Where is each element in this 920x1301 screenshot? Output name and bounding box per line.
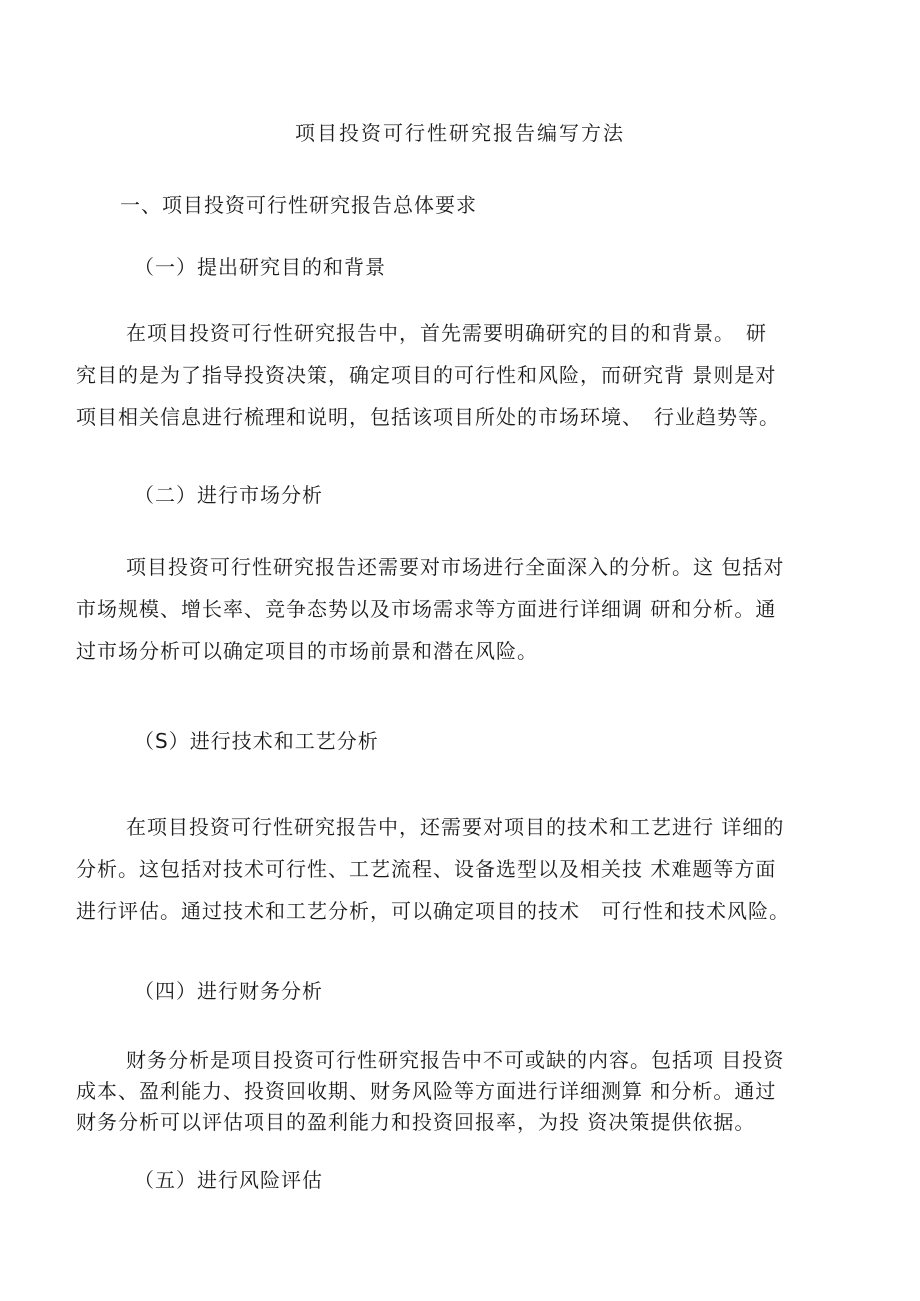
paragraph-line: 成本、盈利能力、投资回收期、财务风险等方面进行详细测算 和分析。通过 bbox=[76, 1079, 777, 1103]
paragraph-line: 分析。这包括对技术可行性、工艺流程、设备选型以及相关技 术难题等方面 bbox=[76, 857, 777, 881]
paragraph-line: 项目投资可行性研究报告还需要对市场进行全面深入的分析。这 包括对 bbox=[126, 555, 785, 579]
paragraph-line: 财务分析可以评估项目的盈利能力和投资回报率，为投 资决策提供依据。 bbox=[76, 1110, 756, 1134]
subsection-heading-4: （四）进行财务分析 bbox=[134, 979, 323, 1003]
subsection-heading-2: （二）进行市场分析 bbox=[134, 483, 323, 507]
subsection-heading-3: （S）进行技术和工艺分析 bbox=[134, 729, 379, 753]
document-title: 项目投资可行性研究报告编写方法 bbox=[295, 121, 625, 145]
paragraph-line: 过市场分析可以确定项目的市场前景和潜在风险。 bbox=[76, 639, 538, 663]
paragraph-4 bbox=[76, 1045, 846, 1138]
section-heading-1: 一、项目投资可行性研究报告总体要求 bbox=[120, 193, 477, 217]
paragraph-line: 财务分析是项目投资可行性研究报告中不可或缺的内容。包括项 目投资 bbox=[126, 1048, 785, 1072]
paragraph-line: 在项目投资可行性研究报告中，首先需要明确研究的目的和背景。 研 bbox=[126, 321, 767, 345]
paragraph-3 bbox=[76, 806, 846, 932]
paragraph-2 bbox=[76, 546, 846, 672]
paragraph-line: 进行评估。通过技术和工艺分析，可以确定项目的技术 可行性和技术风险。 bbox=[76, 899, 790, 923]
paragraph-1 bbox=[76, 312, 846, 438]
paragraph-line: 市场规模、增长率、竞争态势以及市场需求等方面进行详细调 研和分析。通 bbox=[76, 597, 777, 621]
paragraph-line: 项目相关信息进行梳理和说明，包括该项目所处的市场环境、 行业趋势等。 bbox=[76, 405, 780, 429]
paragraph-line: 在项目投资可行性研究报告中，还需要对项目的技术和工艺进行 详细的 bbox=[126, 815, 785, 839]
subsection-heading-1: （一）提出研究目的和背景 bbox=[134, 255, 386, 279]
paragraph-line: 究目的是为了指导投资决策，确定项目的可行性和风险，而研究背 景则是对 bbox=[76, 363, 777, 387]
subsection-heading-5: （五）进行风险评估 bbox=[134, 1168, 323, 1192]
